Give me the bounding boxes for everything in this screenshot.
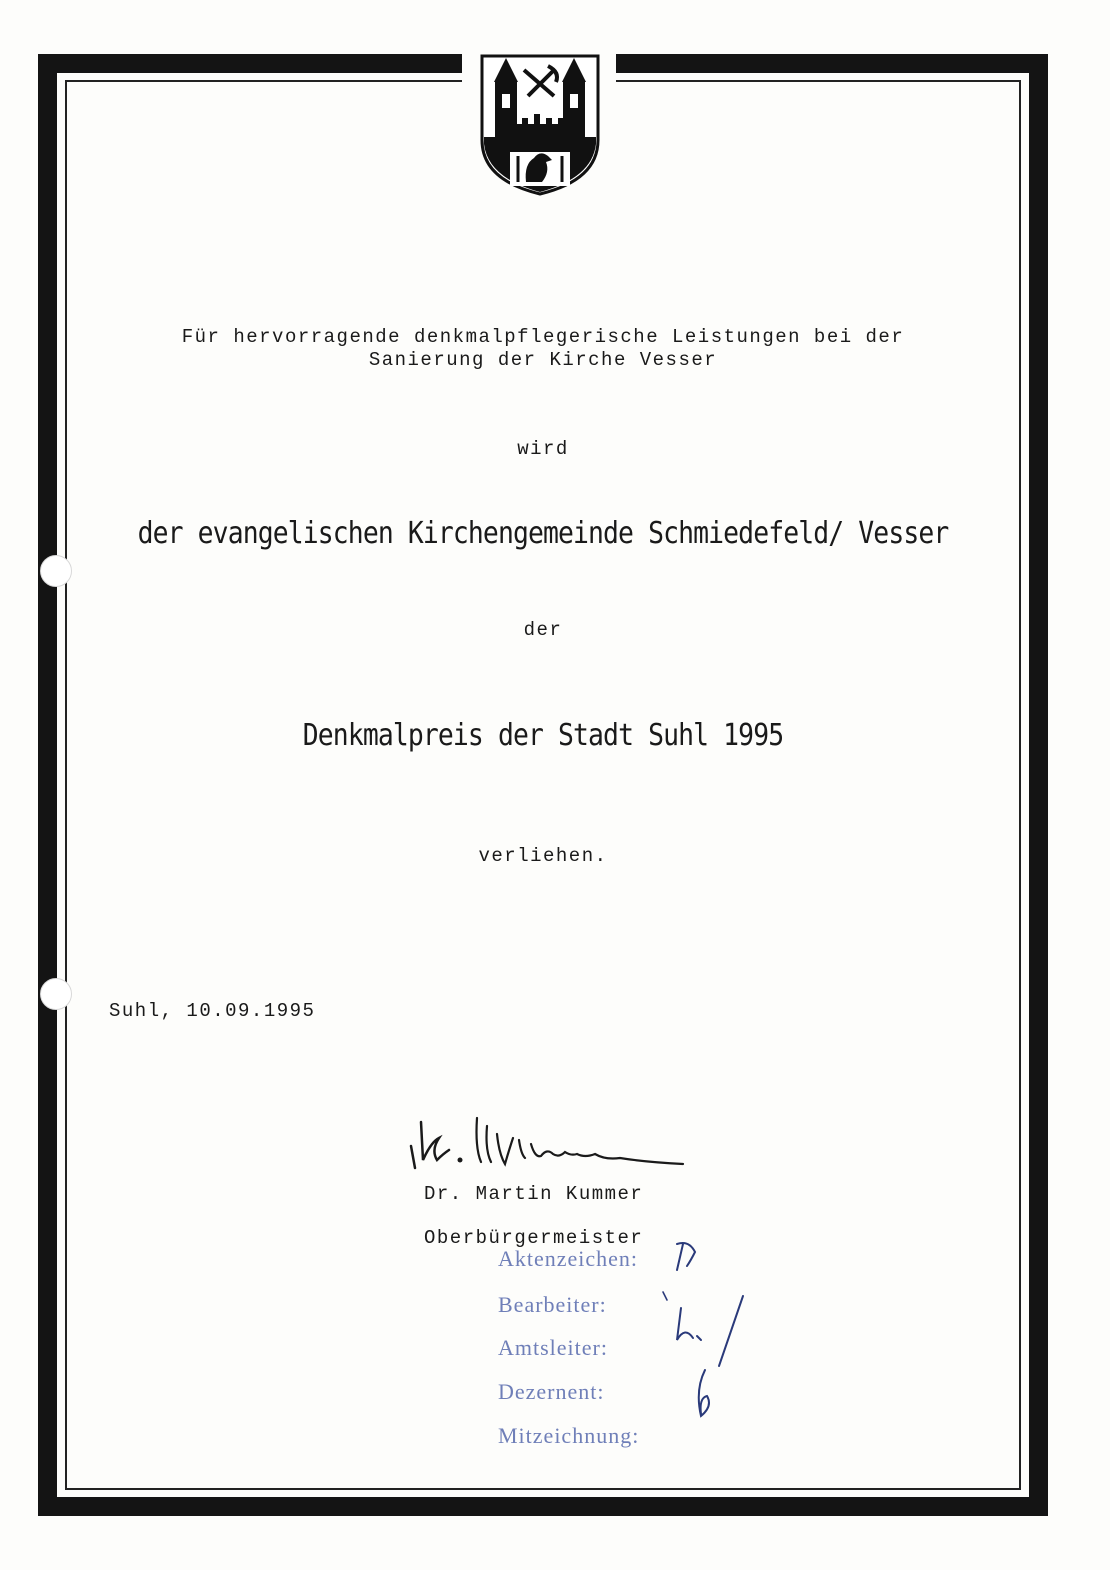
signer-title: Oberbürgermeister <box>424 1227 644 1249</box>
intro-line-2: Sanierung der Kirche Vesser <box>368 349 718 371</box>
city-coat-of-arms-icon <box>478 52 602 197</box>
intro-line-1: Für hervorragende denkmalpflegerische Leistungen bei der <box>181 326 905 348</box>
stamp-field-amtsleiter: Amtsleiter: <box>498 1335 608 1360</box>
recipient-name: der evangelischen Kirchengemeinde Schmiedefeld/ Vesser <box>137 516 949 551</box>
signer-name: Dr. Martin Kummer <box>424 1183 644 1205</box>
stamp-field-bearbeiter: Bearbeiter: <box>498 1292 607 1317</box>
punch-hole-lower <box>40 978 72 1010</box>
closing-text: verliehen. <box>478 845 608 867</box>
connector-der: der <box>523 619 563 641</box>
handwritten-signature-icon <box>405 1098 690 1178</box>
place-and-date: Suhl, 10.09.1995 <box>109 1000 316 1022</box>
stamp-field-aktenzeichen: Aktenzeichen: <box>498 1246 639 1271</box>
certificate-inner-border <box>65 80 1021 1490</box>
handwritten-initials-icon <box>655 1230 765 1430</box>
award-title: Denkmalpreis der Stadt Suhl 1995 <box>302 718 784 753</box>
stamp-field-dezernent: Dezernent: <box>498 1379 605 1404</box>
stamp-field-mitzeichnung: Mitzeichnung: <box>498 1423 640 1448</box>
punch-hole-upper <box>40 555 72 587</box>
connector-wird: wird <box>517 438 569 460</box>
